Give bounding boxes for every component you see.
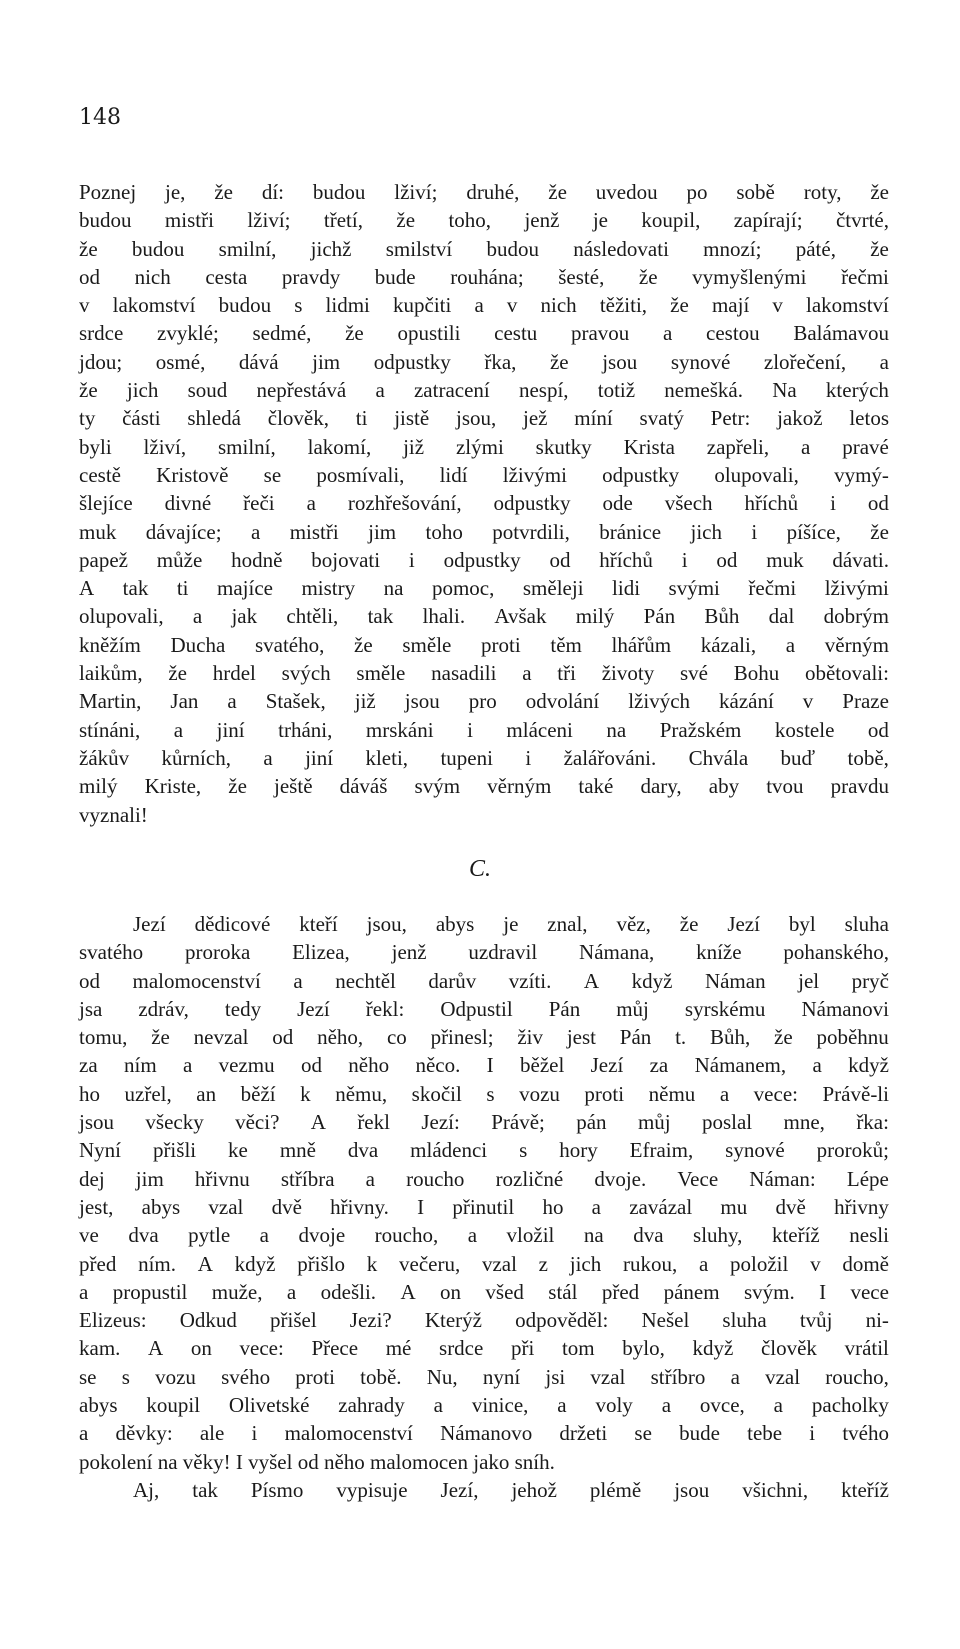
text-line: před ním. A když přišlo k večeru, vzal z jich rukou, a položil v domě [79,1251,889,1276]
text-line: dej jim hřivnu stříbra a roucho rozličné dvoje. Vece Náman: Lépe [79,1166,889,1191]
text-line: Aj, tak Písmo vypisuje Jezí, jehož plémě jsou všichni, kteříž [133,1477,889,1502]
text-line: tomu, že nevzal od něho, co přinesl; živ jest Pán t. Bůh, že poběhnu [79,1025,889,1050]
text-line: kam. A on vece: Přece mé srdce při tom bylo, když člověk vrátil [79,1336,889,1361]
text-line: jsa zdráv, tedy Jezí řekl: Odpustil Pán můj syrskému Námanovi [79,996,889,1021]
text-line: A tak ti majíce mistry na pomoc, směleji lidi svými řečmi lživými [79,576,889,601]
text-line: šlejíce divné řeči a rozhřešování, odpustky ode všech hříchů i od [79,491,889,516]
text-line: Martin, Jan a Stašek, již jsou pro odvolání lživých kázání v Praze [79,689,889,714]
text-line: a děvky: ale i malomocenství Námanovo držeti se bude tebe i tvého [79,1421,889,1446]
text-line: srdce zvyklé; sedmé, že opustili cestu pravou a cestou Balámavou [79,321,889,346]
text-line: Jezí dědicové kteří jsou, abys je znal, věz, že Jezí byl sluha [133,912,889,936]
text-line: kněžím Ducha svatého, že směle proti těm lhářům kázali, a věrným [79,632,889,657]
text-line: pokolení na věky! I vyšel od něho malomocen jako sníh. [79,1449,555,1474]
text-line: abys koupil Olivetské zahrady a vinice, a voly a ovce, a pacholky [79,1393,889,1418]
page-number: 148 [79,105,121,130]
text-line: od malomocenství a nechtěl darův vzíti. A když Náman jel pryč [79,968,889,993]
text-line: vyznali! [79,802,148,827]
text-line: jdou; osmé, dává jim odpustky řka, že jsou synové zlořečení, a [79,349,889,374]
text-line: budou mistři lživí; třetí, že toho, jenž je koupil, zapírají; čtvrté, [79,208,889,233]
text-line: od nich cesta pravdy bude rouhána; šesté, že vymyšlenými řečmi [79,264,889,289]
text-line: že jich soud nepřestává a zatracení nespí, totiž nemešká. Na kterých [79,378,889,403]
text-line: ty části shledá člověk, ti jistě jsou, jež míní svatý Petr: jakož letos [79,406,889,431]
text-line: byli lživí, smilní, lakomí, již zlými skutky Krista zapřeli, a pravé [79,434,889,459]
paragraph-1 [79,178,889,829]
text-line: Nyní přišli ke mně dva mládenci s hory Efraim, synové proroků; [79,1138,889,1163]
paragraph-2 [79,910,889,1504]
text-line: olupovali, a jak chtěli, tak lhali. Avšak milý Pán Bůh dal dobrým [79,604,889,629]
text-line: se s vozu svého proti tobě. Nu, nyní jsi vzal stříbro a vzal roucho, [79,1364,889,1389]
text-line: stínáni, a jiní trháni, mrskáni i mláceni na Pražském kostele od [79,717,889,742]
section-heading: C. [468,856,491,882]
text-line: žákův kůrních, a jiní kleti, tupeni i žalářováni. Chvála buď tobě, [79,745,889,770]
text-line: laikům, že hrdel svých směle nasadili a tři životy své Bohu obětovali: [79,661,889,686]
text-line: a propustil muže, a odešli. A on všed stál před pánem svým. I vece [79,1279,889,1304]
text-line: Poznej je, že dí: budou lživí; druhé, že uvedou po sobě roty, že [79,180,889,204]
text-line: jest, abys vzal dvě hřivny. I přinutil ho a zavázal mu dvě hřivny [79,1194,889,1219]
text-line: papež může hodně bojovati i odpustky od hříchů i od muk dávati. [79,547,889,572]
text-line: muk dávajíce; a mistři jim toho potvrdili, bránice jich i píšíce, že [79,519,889,544]
text-line: za ním a vezmu od něho něco. I běžel Jezí za Námanem, a když [79,1053,889,1078]
text-line: ve dva pytle a dvoje roucho, a vložil na dva sluhy, kteříž nesli [79,1223,889,1248]
text-line: v lakomství budou s lidmi kupčiti a v nich těžiti, že mají v lakomství [79,293,889,318]
text-line: cestě Kristově se posmívali, lidí lživými odpustky olupovali, vymý- [79,462,889,487]
text-line: Elizeus: Odkud přišel Jezi? Kterýž odpověděl: Nešel sluha tvůj ni- [79,1308,889,1333]
text-line: ho uzřel, an běží k němu, skočil s vozu proti němu a vece: Právě-li [79,1081,889,1106]
text-line: že budou smilní, jichž smilství budou následovati mnozí; páté, že [79,236,889,261]
text-line: milý Kriste, že ještě dáváš svým věrným také dary, aby tvou pravdu [79,774,889,799]
text-line: jsou všecky věci? A řekl Jezí: Právě; pán můj poslal mne, řka: [79,1110,889,1135]
text-line: svatého proroka Elizea, jenž uzdravil Námana, kníže pohanského, [79,940,889,965]
